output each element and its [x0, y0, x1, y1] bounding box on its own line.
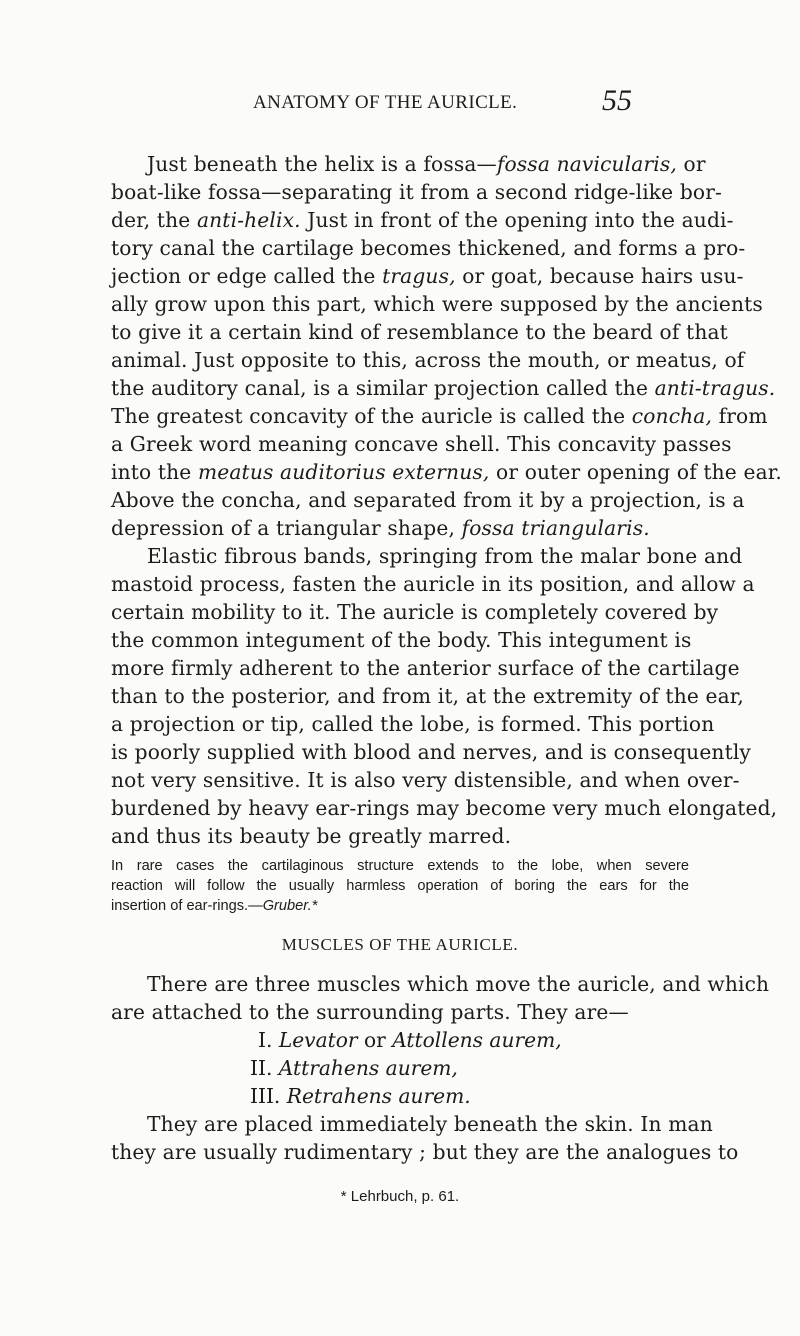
text-line: boat-like fossa—separating it from a second ridge-like bor-: [111, 180, 722, 204]
text-line: Elastic fibrous bands, springing from the malar bone and: [147, 544, 743, 568]
text-line: The greatest concavity of the auricle is called the concha, from: [111, 404, 768, 428]
list-item: I. Levator or Attollens aurem,: [258, 1028, 562, 1052]
section-heading: MUSCLES OF THE AURICLE.: [281, 935, 519, 954]
running-title: ANATOMY OF THE AURICLE.: [253, 92, 518, 113]
text-line: not very sensitive. It is also very distensible, and when over-: [111, 768, 740, 792]
note-line: reaction will follow the usually harmless operation of boring the ears for the: [111, 878, 689, 894]
text-line: ally grow upon this part, which were supposed by the ancients: [111, 292, 763, 316]
text-line: They are placed immediately beneath the skin. In man: [147, 1112, 713, 1136]
text-line: than to the posterior, and from it, at the extremity of the ear,: [111, 684, 744, 708]
page-number: 55: [602, 84, 632, 117]
text-line: animal. Just opposite to this, across the mouth, or meatus, of: [111, 348, 745, 372]
text-line: are attached to the surrounding parts. They are—: [111, 1000, 629, 1024]
list-item: III. Retrahens aurem.: [250, 1084, 471, 1108]
text-line: is poorly supplied with blood and nerves, and is consequently: [111, 740, 751, 764]
text-line: der, the anti-helix. Just in front of the opening into the audi-: [111, 208, 734, 232]
text-line: jection or edge called the tragus, or goat, because hairs usu-: [111, 264, 744, 288]
text-line: a projection or tip, called the lobe, is formed. This portion: [111, 712, 715, 736]
text-line: Above the concha, and separated from it by a projection, is a: [111, 488, 745, 512]
running-head: [0, 84, 800, 122]
text-line: a Greek word meaning concave shell. This concavity passes: [111, 432, 732, 456]
text-line: to give it a certain kind of resemblance to the beard of that: [111, 320, 728, 344]
text-line: There are three muscles which move the auricle, and which: [147, 972, 770, 996]
text-line: tory canal the cartilage becomes thickened, and forms a pro-: [111, 236, 746, 260]
text-line: depression of a triangular shape, fossa triangularis.: [111, 516, 650, 540]
text-line: more firmly adherent to the anterior surface of the cartilage: [111, 656, 740, 680]
text-line: into the meatus auditorius externus, or outer opening of the ear.: [111, 460, 782, 484]
text-line: the common integument of the body. This integument is: [111, 628, 692, 652]
text-line: the auditory canal, is a similar projection called the anti-tragus.: [111, 376, 776, 400]
note-line: In rare cases the cartilaginous structure extends to the lobe, when severe: [111, 858, 689, 874]
text-line: burdened by heavy ear-rings may become very much elongated,: [111, 796, 778, 820]
text-line: they are usually rudimentary ; but they are the analogues to: [111, 1140, 739, 1164]
text-line: mastoid process, fasten the auricle in its position, and allow a: [111, 572, 755, 596]
text-line: Just beneath the helix is a fossa—fossa navicularis, or: [147, 152, 706, 176]
text-line: and thus its beauty be greatly marred.: [111, 824, 512, 848]
text-line: certain mobility to it. The auricle is completely covered by: [111, 600, 719, 624]
list-item: II. Attrahens aurem,: [250, 1056, 458, 1080]
note-line: insertion of ear-rings.—Gruber.*: [111, 898, 318, 914]
footnote: * Lehrbuch, p. 61.: [340, 1188, 460, 1205]
